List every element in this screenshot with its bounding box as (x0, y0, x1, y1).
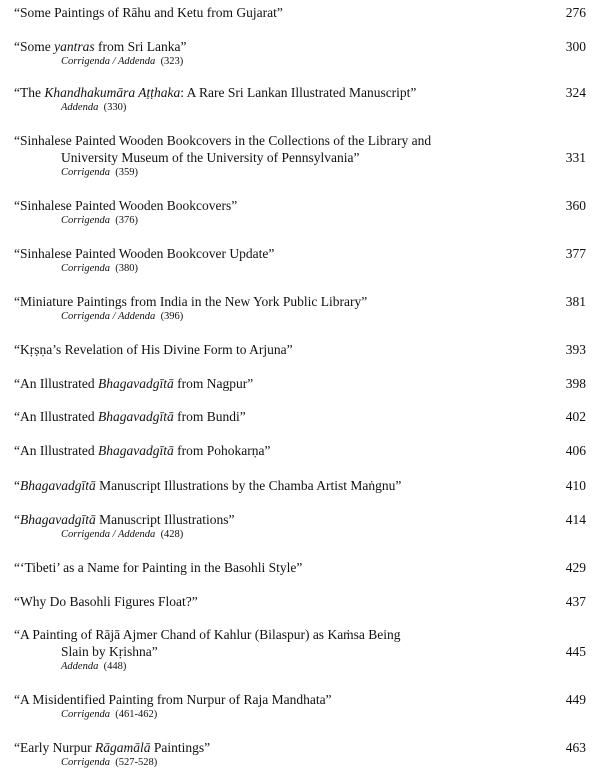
entry-note: Corrigenda (461-462) (61, 709, 158, 720)
page-number: 377 (565, 246, 586, 261)
toc-entry (14, 691, 590, 721)
toc-entry (14, 375, 590, 392)
entry-note: Corrigenda (380) (61, 263, 139, 274)
entry-note: Addenda (448) (61, 661, 127, 672)
page-number: 410 (565, 478, 586, 493)
page-number: 463 (565, 740, 586, 755)
toc-entry (14, 559, 590, 576)
entry-title: “An Illustrated Bhagavadgītā from Nagpur” (14, 376, 254, 391)
entry-title: “Bhagavadgītā Manuscript Illustrations” (14, 512, 235, 527)
page-number: 324 (565, 85, 586, 100)
page-number: 381 (565, 294, 586, 309)
page-number: 449 (565, 692, 586, 707)
entry-note: Corrigenda (359) (61, 167, 139, 178)
page-number: 360 (565, 198, 586, 213)
entry-title: “A Misidentified Painting from Nurpur of Raja Mandhata” (14, 692, 332, 707)
toc-entry (14, 739, 590, 769)
page-number: 429 (565, 560, 586, 575)
toc-entry (14, 477, 590, 494)
toc-entry (14, 593, 590, 610)
entry-note: Corrigenda / Addenda (323) (61, 56, 184, 67)
entry-title: “Kṛṣṇa’s Revelation of His Divine Form to Arjuna” (14, 342, 293, 357)
toc-entry (14, 511, 590, 541)
entry-title: “The Khandhakumāra Aṭṭhaka: A Rare Sri Lankan Illustrated Manuscript” (14, 85, 417, 100)
toc-entry (14, 408, 590, 425)
entry-note: Corrigenda (376) (61, 215, 139, 226)
page-number: 393 (565, 342, 586, 357)
toc-entry (14, 84, 590, 114)
entry-title: “Sinhalese Painted Wooden Bookcovers” (14, 198, 238, 213)
entry-title: “Some Paintings of Rāhu and Ketu from Gujarat” (14, 5, 283, 20)
toc-entry (14, 4, 590, 21)
entry-title: “A Painting of Rājā Ajmer Chand of Kahlur (Bilaspur) as Kaṁsa Being Slain by Kṛishna” (14, 627, 401, 659)
entry-title: “Sinhalese Painted Wooden Bookcovers in the Collections of the Library and University Museum of the University of Pennsylvania” (14, 133, 432, 165)
page-number: 331 (565, 150, 586, 165)
page-number: 406 (565, 443, 586, 458)
page-number: 276 (565, 5, 586, 20)
entry-title: “Bhagavadgītā Manuscript Illustrations by the Chamba Artist Maṅgnu” (14, 478, 402, 493)
entry-title: “Why Do Basohli Figures Float?” (14, 594, 198, 609)
toc-entry (14, 197, 590, 227)
entry-title: “Miniature Paintings from India in the New York Public Library” (14, 294, 368, 309)
page-number: 445 (565, 644, 586, 659)
entry-note: Corrigenda / Addenda (396) (61, 311, 184, 322)
page-number: 402 (565, 409, 586, 424)
page-number: 414 (565, 512, 586, 527)
page-number: 398 (565, 376, 586, 391)
toc-entry (14, 626, 590, 673)
toc-entry (14, 442, 590, 459)
page-number: 300 (565, 39, 586, 54)
entry-note: Corrigenda / Addenda (428) (61, 529, 184, 540)
entry-title: “‘Tibeti’ as a Name for Painting in the Basohli Style” (14, 560, 303, 575)
toc-entry (14, 293, 590, 323)
entry-title: “Sinhalese Painted Wooden Bookcover Update” (14, 246, 275, 261)
entry-note: Corrigenda (527-528) (61, 757, 158, 768)
toc-entry (14, 245, 590, 275)
toc-entry (14, 132, 590, 179)
entry-title: “An Illustrated Bhagavadgītā from Bundi” (14, 409, 246, 424)
page-number: 437 (565, 594, 586, 609)
toc-entry (14, 341, 590, 358)
entry-title: “An Illustrated Bhagavadgītā from Pohokarṇa” (14, 443, 271, 458)
entry-note: Addenda (330) (61, 102, 127, 113)
entry-title: “Some yantras from Sri Lanka” (14, 39, 187, 54)
entry-title: “Early Nurpur Rāgamālā Paintings” (14, 740, 211, 755)
toc-entry (14, 38, 590, 68)
